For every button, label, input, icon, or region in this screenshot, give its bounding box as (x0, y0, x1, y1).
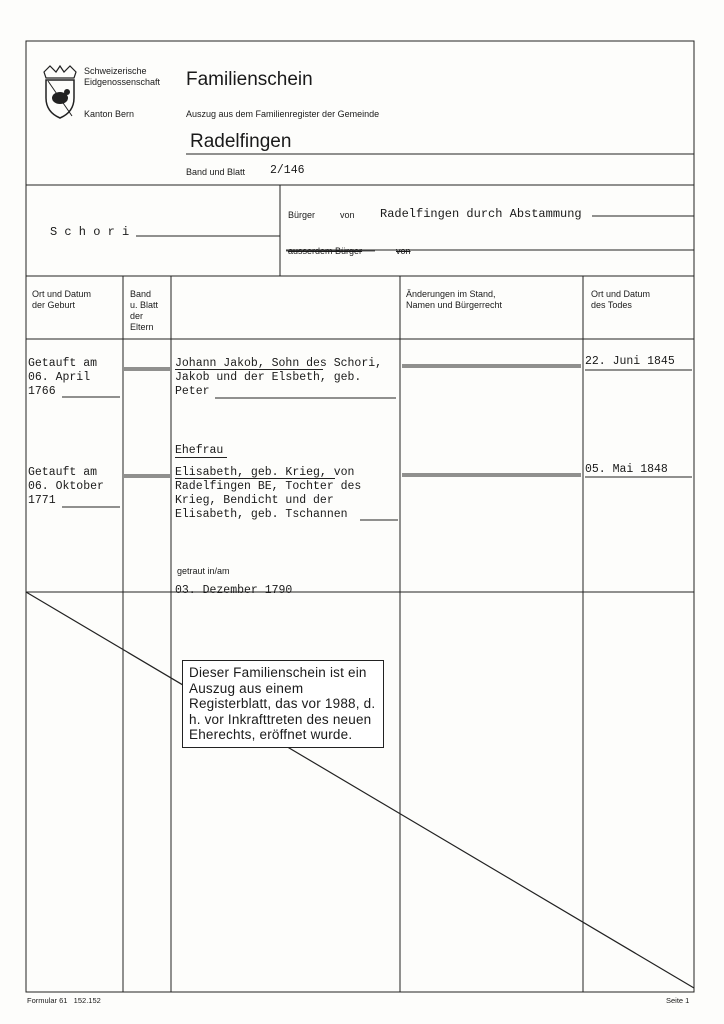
canton-label: Kanton Bern (84, 109, 135, 119)
person1-name-underline (175, 369, 323, 370)
person2-name-text: Elisabeth, geb. Krieg, von Radelfingen BE, Tochter des Krieg, Bendicht und der Elisabeth, geb. Tschannen (175, 466, 362, 521)
buerger-label: Bürger (288, 210, 316, 220)
band-value: 2/146 (270, 164, 305, 177)
person2-role: Ehefrau (175, 444, 224, 457)
family-name: S c h o r i (50, 225, 130, 239)
origin-text: Radelfingen durch Abstammung (380, 207, 582, 221)
person1-death: 22. Juni 1845 (585, 355, 675, 368)
person2-death: 05. Mai 1848 (585, 463, 668, 476)
form-number: Formular 61 152.152 (27, 996, 101, 1005)
person1-name-text: Johann Jakob, Sohn des Schori, Jakob und der Elsbeth, geb. Peter (175, 357, 383, 398)
person2-birth: Getauft am 06. Oktober 1771 (28, 466, 104, 507)
additional-citizen-label: ausserdem Bürger (288, 246, 363, 256)
municipality-name: Radelfingen (190, 131, 292, 152)
confederation-label: Schweizerische Eidgenossenschaft (84, 66, 161, 87)
person2-role-underline (175, 457, 227, 458)
marriage-label: getraut in/am (177, 566, 230, 576)
legal-notice-stamp: Dieser Familienschein ist ein Auszug aus einem Registerblatt, das vor 1988, d. h. vor Inkrafttreten des neuen Eherechts, eröffnet wurde. (182, 660, 384, 748)
bern-coat-of-arms-icon (40, 64, 80, 120)
additional-von-label: von (396, 246, 411, 256)
person1-birth: Getauft am 06. April 1766 (28, 357, 98, 398)
person2-name-underline (175, 478, 335, 479)
column-band-header: Band u. Blatt der Eltern (130, 289, 159, 332)
page-number: Seite 1 (666, 996, 690, 1005)
band-label: Band und Blatt (186, 167, 246, 177)
column-changes-header: Änderungen im Stand, Namen und Bürgerrecht (406, 289, 503, 310)
von-label: von (340, 210, 355, 220)
register-subtitle: Auszug aus dem Familienregister der Gemeinde (186, 109, 380, 119)
column-birth-header: Ort und Datum der Geburt (32, 289, 92, 310)
column-death-header: Ort und Datum des Todes (591, 289, 651, 310)
marriage-date: 03. Dezember 1790 (175, 584, 293, 597)
document-title: Familienschein (186, 69, 313, 90)
